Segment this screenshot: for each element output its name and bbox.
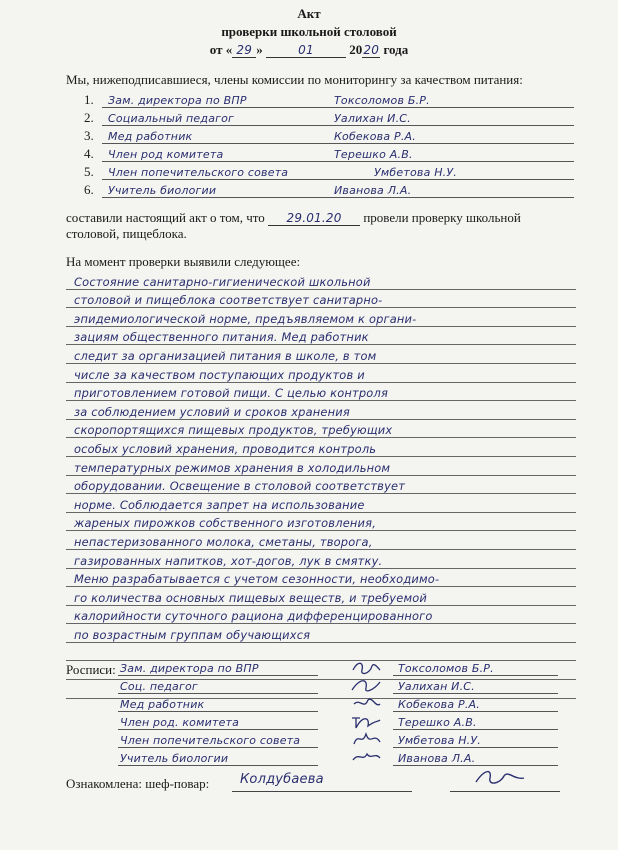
findings-line-text: за соблюдением условий и сроков хранения xyxy=(74,404,350,419)
findings-line-text: непастеризованного молока, сметаны, творога, xyxy=(74,534,373,549)
member-number: 3. xyxy=(84,128,94,143)
findings-line-text: Меню разрабатывается с учетом сезонности, необходимо- xyxy=(74,572,440,587)
findings-line-text: эпидемиологической норме, предъявляемом к органи- xyxy=(74,311,417,326)
signature-role: Мед работник xyxy=(120,698,205,711)
member-number: 2. xyxy=(84,110,94,125)
member-name: Умбетова Н.У. xyxy=(374,166,457,179)
findings-line xyxy=(66,606,576,625)
chef-name: Колдубаева xyxy=(240,772,324,787)
member-number: 1. xyxy=(84,92,94,107)
findings-line xyxy=(66,494,576,513)
signature-name: Терешко А.В. xyxy=(398,716,477,729)
findings-label: На момент проверки выявили следующее: xyxy=(66,254,301,269)
findings-line-text: Состояние санитарно-гигиенической школьной xyxy=(74,274,371,289)
act-date: 29.01.20 xyxy=(268,211,360,226)
member-row xyxy=(84,146,574,162)
document-date xyxy=(0,42,618,58)
member-number: 4. xyxy=(84,146,94,161)
signature-mark xyxy=(350,694,382,712)
member-name: Токсоломов Б.Р. xyxy=(334,94,430,107)
signature-name: Кобекова Р.А. xyxy=(398,698,480,711)
findings-line xyxy=(66,383,576,402)
findings-line xyxy=(66,624,576,643)
member-row xyxy=(84,164,574,180)
signature-row xyxy=(118,730,558,748)
findings-line xyxy=(66,550,576,569)
findings-line xyxy=(66,457,576,476)
findings-line xyxy=(66,569,576,588)
member-row xyxy=(84,182,574,198)
member-role: Мед работник xyxy=(108,130,193,143)
member-role: Член попечительского совета xyxy=(108,166,289,179)
findings-line xyxy=(66,308,576,327)
signature-row xyxy=(118,676,558,694)
date-day: 29 xyxy=(232,43,256,58)
intro-text: Мы, нижеподписавшиеся, члены комиссии по мониторингу за качеством питания: xyxy=(66,72,523,87)
findings-line xyxy=(66,531,576,550)
findings-line xyxy=(66,438,576,457)
signature-role: Зам. директора по ВПР xyxy=(120,662,259,675)
member-number: 6. xyxy=(84,182,94,197)
signature-row xyxy=(118,694,558,712)
member-row xyxy=(84,110,574,126)
findings-line-text: по возрастным группам обучающихся xyxy=(74,627,311,642)
findings-line-text: оборудовании. Освещение в столовой соответствует xyxy=(74,479,406,494)
signature-mark xyxy=(350,676,382,694)
findings-line-text: жареных пирожков собственного изготовления, xyxy=(74,516,377,531)
signature-name: Иванова Л.А. xyxy=(398,752,476,765)
findings-line xyxy=(66,513,576,532)
signature-name: Умбетова Н.У. xyxy=(398,734,481,747)
findings-line xyxy=(66,345,576,364)
chef-signature-mark xyxy=(470,762,530,790)
signature-mark xyxy=(350,730,382,748)
act-text-before: составили настоящий акт о том, что xyxy=(66,210,265,225)
member-name: Кобекова Р.А. xyxy=(334,130,416,143)
findings-line-text: числе за качеством поступающих продуктов и xyxy=(74,367,365,382)
signature-mark xyxy=(350,748,382,766)
findings-line-text: приготовлением готовой пищи. С целью контроля xyxy=(74,386,388,401)
member-row xyxy=(84,92,574,108)
signature-role: Соц. педагог xyxy=(120,680,198,693)
date-month: 01 xyxy=(266,43,346,58)
date-year: 20 xyxy=(363,43,380,57)
signature-mark xyxy=(350,712,382,730)
act-statement-line2: столовой, пищеблока. xyxy=(66,226,187,241)
findings-line xyxy=(66,401,576,420)
signature-row xyxy=(118,712,558,730)
member-name: Терешко А.В. xyxy=(334,148,413,161)
year-suffix: года xyxy=(383,42,409,57)
chef-label: Ознакомлена: шеф-повар: xyxy=(66,776,210,791)
document-title: Акт xyxy=(297,6,321,21)
findings-line-text: следит за организацией питания в школе, в том xyxy=(74,348,377,363)
act-statement xyxy=(66,210,586,226)
signature-role: Учитель биологии xyxy=(120,752,229,765)
findings-line-text: скоропортящихся пищевых продуктов, требующих xyxy=(74,423,393,438)
date-mid: » xyxy=(256,42,263,57)
findings-line xyxy=(66,327,576,346)
signature-row xyxy=(118,658,558,676)
member-number: 5. xyxy=(84,164,94,179)
findings-line-text: норме. Соблюдается запрет на использование xyxy=(74,497,365,512)
findings-block xyxy=(66,271,576,699)
findings-line-text: столовой и пищеблока соответствует санитарно- xyxy=(74,293,383,308)
member-role: Учитель биологии xyxy=(108,184,217,197)
findings-line xyxy=(66,420,576,439)
findings-line xyxy=(66,271,576,290)
findings-line-text: калорийности суточного рациона дифференцированного xyxy=(74,609,433,624)
findings-line xyxy=(66,587,576,606)
member-name: Иванова Л.А. xyxy=(334,184,412,197)
member-role: Зам. директора по ВПР xyxy=(108,94,247,107)
findings-line-text: температурных режимов хранения в холодильном xyxy=(74,460,391,475)
signatures-label: Росписи: xyxy=(66,662,116,677)
findings-line xyxy=(66,364,576,383)
year-prefix: 20 xyxy=(349,42,363,57)
findings-line xyxy=(66,290,576,309)
member-name: Уалихан И.С. xyxy=(334,112,411,125)
findings-line-text: го количества основных пищевых веществ, и требуемой xyxy=(74,590,428,605)
signature-mark xyxy=(350,658,382,676)
findings-line xyxy=(66,476,576,495)
findings-line-text: газированных напитков, хот-догов, лук в смятку. xyxy=(74,553,383,568)
document-subtitle: проверки школьной столовой xyxy=(221,24,397,39)
findings-line-text: зациям общественного питания. Мед работник xyxy=(74,330,369,345)
member-role: Член род комитета xyxy=(108,148,224,161)
act-text-after: провели проверку школьной xyxy=(363,210,521,225)
member-role: Социальный педагог xyxy=(108,112,235,125)
signature-name: Токсоломов Б.Р. xyxy=(398,662,494,675)
findings-line-text: особых условий хранения, проводится контроль xyxy=(74,441,377,456)
date-prefix: от « xyxy=(209,42,233,57)
signature-role: Член попечительского совета xyxy=(120,734,301,747)
member-row xyxy=(84,128,574,144)
signature-role: Член род. комитета xyxy=(120,716,240,729)
signature-name: Уалихан И.С. xyxy=(398,680,475,693)
